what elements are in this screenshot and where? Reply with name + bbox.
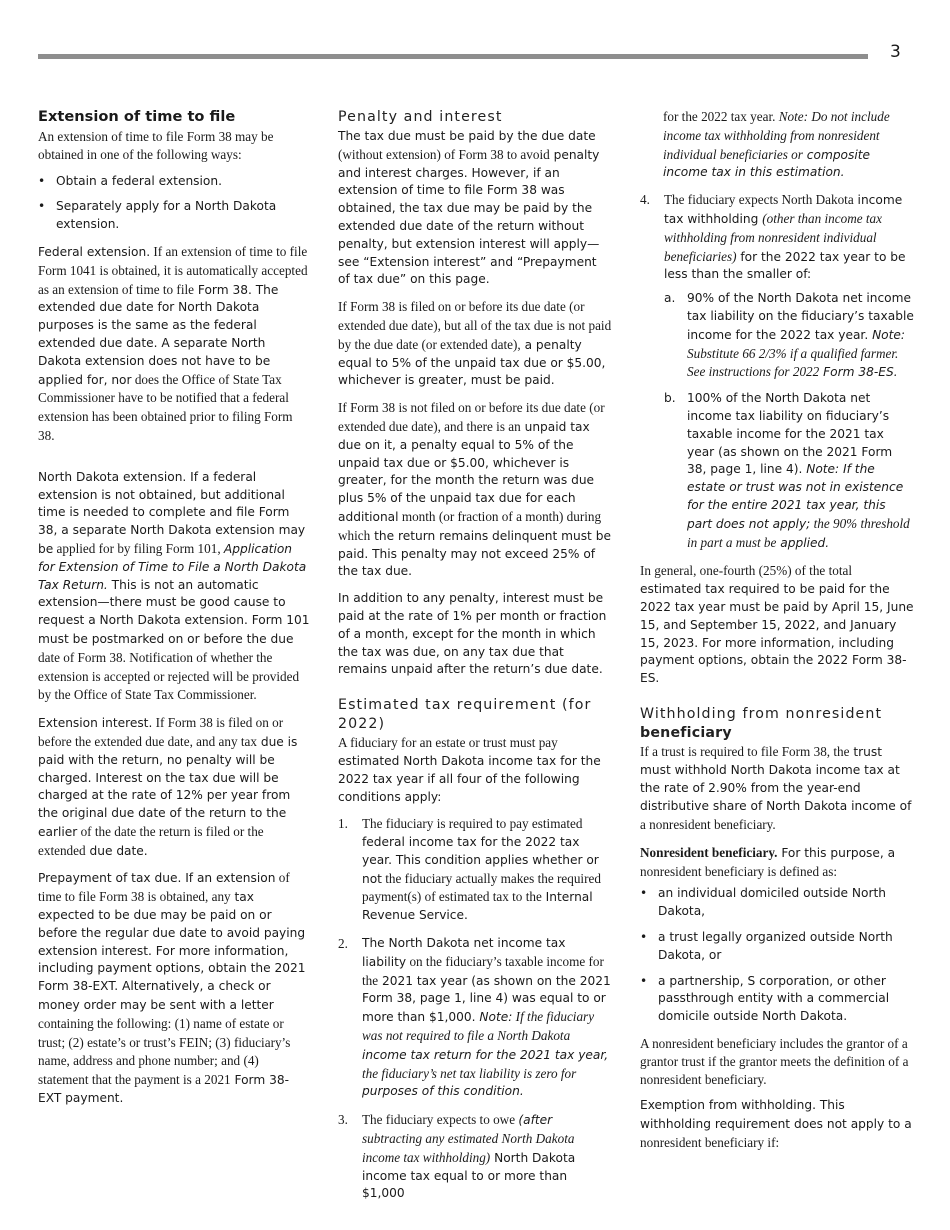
list-item: 3. The fiduciary expects to owe (after subtracting any estimated North Dakota income tax withholding) North Dakota income tax equal to or more than $1,000	[338, 1112, 576, 1201]
federal-extension-paragraph: Federal extension. If an extension of time to file Form 1041 is obtained, it is automatically accepted as an extension of time to file Form 38. The extended due date for North Dakota purposes is the same as the federal extended due date. A separate North Dakota extension does not have to be applied for, nor does the Office of State Tax Commissioner have to be notified that a federal extension has been obtained prior to filing Form 38.	[38, 243, 308, 443]
heading-penalty-and-interest: Penalty and interest	[338, 109, 503, 125]
federal-extension-label: Federal extension.	[38, 244, 151, 259]
exemption-paragraph: Exemption from withholding. This withholding requirement does not apply to a nonresident beneficiary if:	[640, 1098, 912, 1151]
heading-estimated-tax: Estimated tax requirement (for 2022)	[338, 697, 592, 733]
prepayment-paragraph: Prepayment of tax due. If an extension of time to file Form 38 is obtained, any tax expected to be due may be paid on or before the regular due date to avoid paying extension interest. For more information, including payment options, obtain the 2021 Form 38-EXT. Alternatively, a check or money order may be sent with a letter containing the following: (1) name of estate or trust; (2) estate’s or trust’s FEIN; (3) fiduciary’s name, address and phone number; and (4) statement that the payment is a 2021 Form 38-EXT payment.	[38, 870, 306, 1106]
estimated-tax-conditions-continued	[640, 191, 914, 552]
late-payment-paragraph: If Form 38 is filed on or before its due date (or extended due date), but all of the tax due is not paid by the due date (or extended date), a penalty equal to 5% of the unpaid tax due or $5.00, whichever is greater, must be paid.	[338, 299, 612, 388]
estimated-tax-conditions	[338, 815, 612, 1203]
list-item: • a partnership, S corporation, or other passthrough entity with a commercial domicile outside North Dakota.	[640, 973, 914, 1026]
list-item: • Separately apply for a North Dakota extension.	[38, 198, 312, 234]
extension-interest-paragraph: Extension interest. If Form 38 is filed on or before the extended due date, and any tax due is paid with the return, no penalty will be charged. Interest on the tax due will be charged at the rate of 12% per year from the original due date of the return to the earlier of the date the return is filed or the extended due date.	[38, 715, 298, 858]
heading-extension-of-time: Extension of time to file	[38, 108, 236, 125]
extension-intro: An extension of time to file Form 38 may be obtained in one of the following ways:	[38, 129, 274, 162]
sub-conditions	[664, 290, 914, 552]
estimated-tax-intro: A fiduciary for an estate or trust must pay estimated North Dakota income tax for the 2022 tax year if all four of the following conditions apply:	[338, 735, 601, 804]
page-number: 3	[890, 42, 901, 62]
list-item: 1. The fiduciary is required to pay estimated federal income tax for the 2022 tax year. This condition applies whether or not the fiduciary actually makes the required payment(s) of estimated tax to the Internal Revenue Service.	[338, 816, 601, 923]
list-item: 4. The fiduciary expects North Dakota income tax withholding (other than income tax withholding from nonresident individual beneficiaries) for the 2022 tax year to be less than the smaller of: a. 90% of the North Dakota net income tax liability on the fiduciary’s taxable income for the 2022 tax year. Note: Substitute 66 2/3% if a qualified farmer. See instructions for 2022 Form 38-ES. b. 100% of the North Dakota net income tax liability on fiduciary’s taxable income for the 2021 tax year (as shown on the 2021 Form 38, page 1, line 4). Note: If the estate or trust was not in existence for the entire 2021 tax year, this part does not apply; the 90% threshold in part a must be applied.	[640, 191, 914, 552]
interest-paragraph: In addition to any penalty, interest must be paid at the rate of 1% per month or fraction of a month, except for the month in which the tax was due, on any tax due that remains unpaid after the return’s due date.	[338, 591, 607, 677]
list-item: • a trust legally organized outside North Dakota, or	[640, 929, 914, 965]
list-item: a. 90% of the North Dakota net income tax liability on the fiduciary’s taxable income for the 2022 tax year. Note: Substitute 66 2/3% if a qualified farmer. See instructions for 2022 Form 38-ES.	[664, 291, 914, 380]
column-1	[38, 108, 312, 1117]
list-item: b. 100% of the North Dakota net income tax liability on fiduciary’s taxable income for the 2021 tax year (as shown on the 2021 Form 38, page 1, line 4). Note: If the estate or trust was not in existence for the entire 2021 tax year, this part does not apply; the 90% threshold in part a must be applied.	[664, 391, 910, 550]
list-item: 2. The North Dakota net income tax liability on the fiduciary’s taxable income for the 2021 tax year (as shown on the 2021 Form 38, page 1, line 4) was equal to or more than $1,000. Note: If the fiduciary was not required to file a North Dakota income tax return for the 2021 tax year, the fiduciary’s net tax liability is zero for purposes of this condition.	[338, 936, 611, 1099]
late-filing-paragraph: If Form 38 is not filed on or before its due date (or extended due date), and there is an unpaid tax due on it, a penalty equal to 5% of the unpaid tax due or $5.00, whichever is greater, for the month the return was due plus 5% of the unpaid tax due for each additional month (or fraction of a month) during which the return remains delinquent must be paid. This penalty may not exceed 25% of the tax due.	[338, 400, 611, 579]
condition-3-continued: for the 2022 tax year. Note: Do not include income tax withholding from nonresident individual beneficiaries or composite income tax in this estimation.	[663, 109, 890, 180]
list-item: • Obtain a federal extension.	[38, 173, 312, 191]
heading-withholding: Withholding from nonresident beneficiary	[640, 705, 883, 741]
grantor-paragraph: A nonresident beneficiary includes the grantor of a grantor trust if the grantor meets the definition of a nonresident beneficiary.	[640, 1036, 909, 1087]
list-item: • an individual domiciled outside North Dakota,	[640, 885, 914, 921]
general-paragraph: In general, one-fourth (25%) of the total estimated tax required to be paid for the 2022 tax year must be paid by April 15, June 15, and September 15, 2022, and January 15, 2023. For more information, including payment options, obtain the 2022 Form 38-ES.	[640, 563, 914, 686]
penalty-interest-paragraph: The tax due must be paid by the due date (without extension) of Form 38 to avoid penalty and interest charges. However, if an extension of time to file Form 38 was obtained, the tax due may be paid by the extended due date of the return without penalty, but extension interest will apply—see “Extension interest” and “Prepayment of tax due” on this page.	[338, 129, 600, 287]
extension-interest-label: Extension interest.	[38, 716, 153, 731]
column-3	[640, 108, 914, 1162]
header-rule	[38, 54, 868, 59]
column-2	[338, 108, 612, 1213]
extension-options-list	[38, 173, 312, 234]
nd-extension-label: North Dakota extension.	[38, 469, 187, 484]
withholding-paragraph: If a trust is required to file Form 38, the trust must withhold North Dakota income tax at the rate of 2.90% from the year-end distributive share of North Dakota income of a nonresident beneficiary.	[640, 743, 912, 833]
nonresident-definition-list	[640, 885, 914, 1026]
prepayment-label: Prepayment of tax due.	[38, 871, 182, 886]
nonresident-beneficiary-label: Nonresident beneficiary.	[640, 844, 778, 860]
form-101-title: Application for Extension of Time to File a North Dakota Tax Return.	[38, 541, 307, 592]
nonresident-beneficiary-paragraph: Nonresident beneficiary. For this purpose, a nonresident beneficiary is defined as:	[640, 844, 896, 879]
north-dakota-extension-paragraph: North Dakota extension. If a federal extension is not obtained, but additional time is needed to complete and file Form 38, a separate North Dakota extension may be applied for by filing Form 101, Application for Extension of Time to File a North Dakota Tax Return. This is not an automatic extension—there must be good cause to request a North Dakota extension. Form 101 must be postmarked on or before the due date of Form 38. Notification of whether the extension is accepted or rejected will be provided by the Office of State Tax Commissioner.	[38, 469, 310, 703]
exemption-label: Exemption from withholding.	[640, 1098, 816, 1113]
